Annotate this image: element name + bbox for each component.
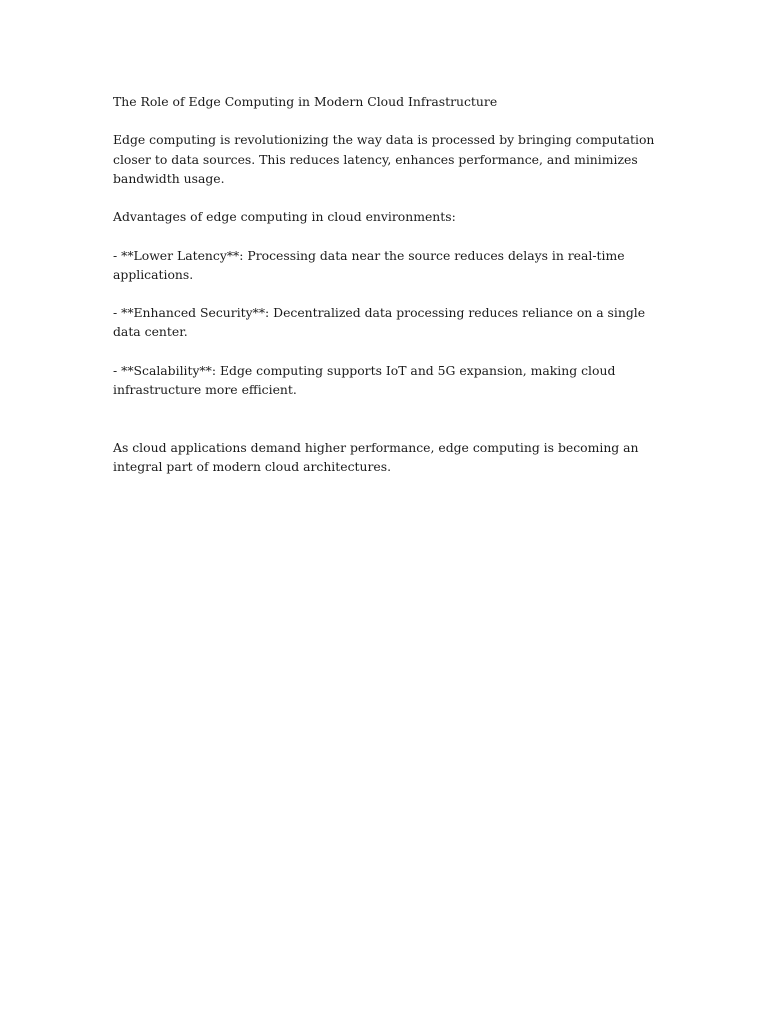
bullet-enhanced-security: - **Enhanced Security**: Decentralized data processing reduces reliance on a single data center. [113,305,646,340]
bullet-scalability: - **Scalability**: Edge computing supports IoT and 5G expansion, making cloud infrastructure more efficient. [113,362,616,397]
advantages-heading: Advantages of edge computing in cloud environments: [113,209,456,225]
document-body [113,92,658,495]
document-title: The Role of Edge Computing in Modern Cloud Infrastructure [113,94,498,109]
conclusion-paragraph: As cloud applications demand higher performance, edge computing is becoming an integral part of modern cloud architectures. [113,439,639,474]
intro-paragraph: Edge computing is revolutionizing the way data is processed by bringing computation closer to data sources. This reduces latency, enhances performance, and minimizes bandwidth usage. [113,132,655,186]
bullet-lower-latency: - **Lower Latency**: Processing data near the source reduces delays in real-time applications. [113,247,625,282]
